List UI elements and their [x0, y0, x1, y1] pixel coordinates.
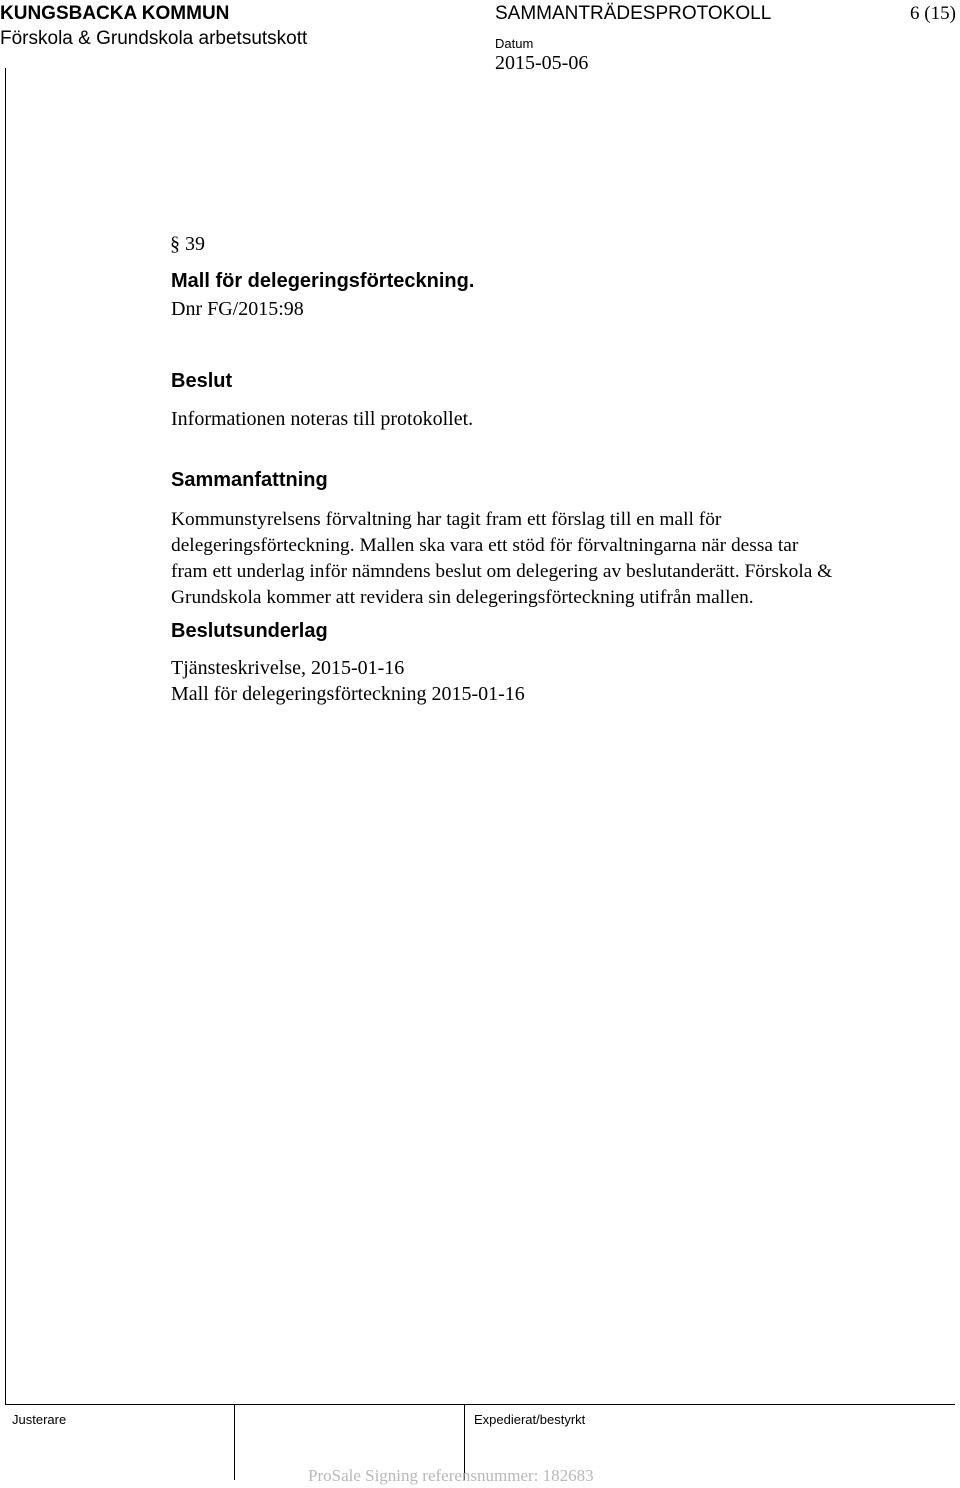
organization-name: KUNGSBACKA KOMMUN: [0, 3, 230, 24]
beslut-heading: Beslut: [171, 370, 233, 392]
sammanfattning-heading: Sammanfattning: [171, 469, 328, 491]
unit-name: Förskola & Grundskola arbetsutskott: [0, 28, 308, 49]
sammanfattning-text: [171, 507, 951, 611]
beslutsunderlag-item: Tjänsteskrivelse, 2015-01-16: [171, 657, 405, 679]
sammanfattning-line: Kommunstyrelsens förvaltning har tagit fram ett förslag till en mall för: [171, 509, 722, 530]
item-title: Mall för delegeringsförteckning.: [171, 270, 475, 292]
meeting-date: 2015-05-06: [495, 52, 589, 74]
beslut-text: Informationen noteras till protokollet.: [171, 408, 474, 430]
document-type: SAMMANTRÄDESPROTOKOLL: [495, 3, 772, 24]
date-label: Datum: [495, 36, 534, 51]
sammanfattning-line: delegeringsförteckning. Mallen ska vara ett stöd för förvaltningarna när dessa tar: [171, 535, 799, 556]
footer-rule: [5, 1404, 955, 1405]
beslutsunderlag-heading: Beslutsunderlag: [171, 620, 328, 642]
beslutsunderlag-item: Mall för delegeringsförteckning 2015-01-16: [171, 683, 525, 705]
sammanfattning-line: Grundskola kommer att revidera sin delegeringsförteckning utifrån mallen.: [171, 587, 754, 608]
justerare-label: Justerare: [12, 1412, 67, 1427]
item-dnr: Dnr FG/2015:98: [171, 298, 304, 320]
page-number: 6 (15): [910, 3, 956, 24]
section-number: § 39: [170, 233, 205, 255]
footer-divider: [234, 1404, 235, 1480]
sammanfattning-line: fram ett underlag inför nämndens beslut om delegering av beslutanderätt. Förskola &: [171, 561, 833, 582]
expedierat-label: Expedierat/bestyrkt: [474, 1412, 586, 1427]
left-margin-rule: [5, 68, 6, 1404]
signing-reference: ProSale Signing referensnummer: 182683: [308, 1466, 594, 1485]
